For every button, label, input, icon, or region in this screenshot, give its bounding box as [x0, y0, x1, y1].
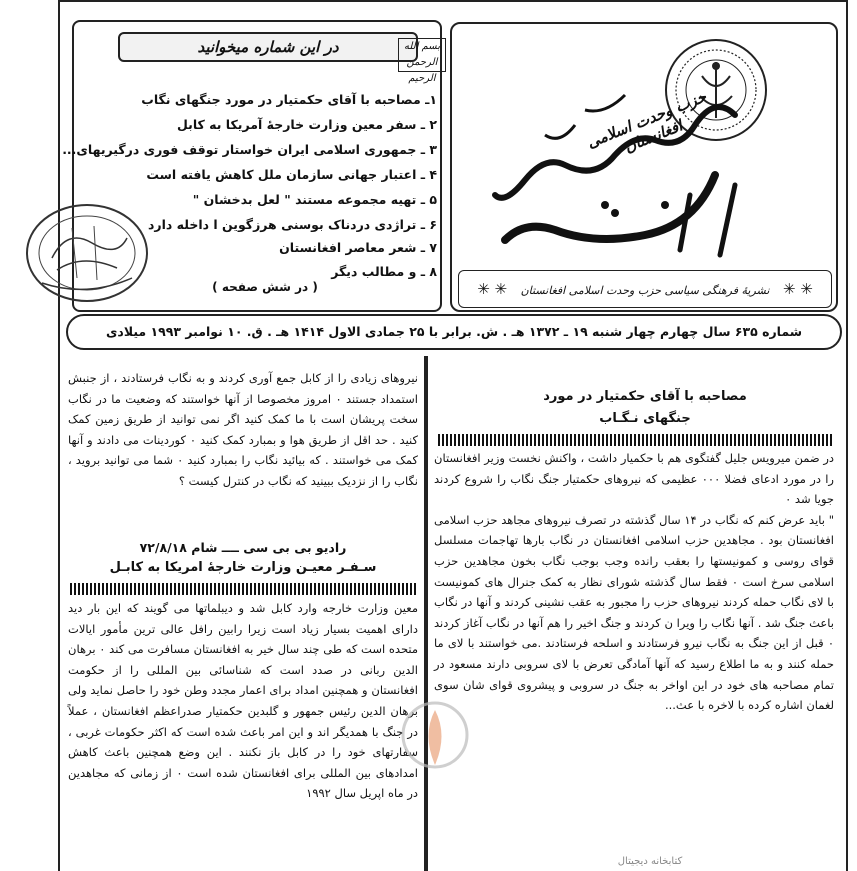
- star-icon: ✳ ✳: [477, 280, 508, 298]
- star-icon: ✳ ✳: [782, 280, 813, 298]
- article-paragraph: نیروهای زیادی را از کابل جمع آوری کردند و به نگاب فرستادند ، از جنبش استمداد جستند ۰ امروز مخصوصا از آنها خواستند که وضعیت ما در نگاب سخت پریشان است با ما کمک کنید اگر نمی توانید از طریق زمین کمک کنید . حد اقل از طریق هوا و بمبارد کمک کنید ۰ کوردینات می دادند و آنها کمک می خواستند . که بیائید نگاب را بمبارد کنید ۰ شما می توانید بروید ، نگاب را از نزدیک ببینید که نگاب در کنترل کیست ؟: [68, 371, 418, 488]
- seal-text: [0, 0, 1, 1]
- article-title-line1: مصاحبه با آقای حکمتیار در مورد: [543, 389, 747, 404]
- toc-item: ۸ ـ و مطالب دیگر: [331, 264, 437, 279]
- tagline: نشریهٔ فرهنگی سیاسی حزب وحدت اسلامی افغانستان: [520, 284, 770, 297]
- toc-item: ۴ ـ اعتبار جهانی سازمان ملل کاهش یافته است: [146, 167, 437, 182]
- right-article-body: [434, 448, 834, 716]
- masthead-subtitle: حزب وحدت اسلامی افغانستان: [584, 87, 709, 157]
- watermark-logo: [400, 690, 470, 790]
- dateline: شماره ۶۳۵ سال چهارم چهار شنبه ۱۹ ـ ۱۳۷۲ هـ . ش. برابر با ۲۵ جمادی الاول ۱۴۱۴ هـ . ق. ۱۰ نوامبر ۱۹۹۳ میلادی: [66, 314, 842, 350]
- article-title-line2: جنگهای نـگـاب: [599, 411, 691, 426]
- masthead-title-text: [520, 238, 600, 239]
- footer-watermark: کتابخانه دیجیتال: [617, 856, 683, 867]
- source-line: رادیو بی بی سی ــــ شام ۷۲/۸/۱۸: [139, 540, 347, 555]
- section-rule: [438, 434, 834, 446]
- toc-item: ۱ـ مصاحبه با آقای حکمتیار در مورد جنگهای نگاب: [141, 92, 437, 107]
- toc-item: ۳ ـ جمهوری اسلامی ایران خواستار توقف فوری درگیریهای...: [62, 142, 437, 157]
- article-paragraph: در ضمن میرویس جلیل گفتگوی هم با حکمیار داشت ، واکنش نخست وزیر افغانستان را در مورد ادعای فضلا ۰۰۰ عظیمی که نیروهای حکمتیار جنگ نگاب را شروع کردند جویا شد ۰: [434, 451, 834, 507]
- article-paragraph: معین وزارت خارجه وارد کابل شد و دیبلماتها می گویند که این بار دید دارای اهمیت بسیار زیاد است زیرا رابین رافل عالی ترین مأمور ایالات متحده است که طی چند سال خیر به افغانستان مسافرت می کند ۰ برهان الدین ربانی در صدد است که شناسائی بین المللی را از حکومت افغانستان و همچنین امداد برای اعمار مجدد وطن خود را حاصل نماید ولی برهان الدین رئیس جمهور و گلبدین حکمتیار صدراعظم افغانستان ، عملاً در جنگ با همدیگر اند و این امر باعث شده است که اکثر حکومات غربی ، سفارتهای خود را در کابل باز نکنند . این وضع همچنین باعث کاهش امدادهای بین المللی برای افغانستان شده است ۰ از زمانی که مجاهدین در ماه اپریل سال ۱۹۹۲: [68, 601, 419, 801]
- section-rule: [70, 583, 418, 595]
- article-subtitle: سـفـر معیـن وزارت خارجهٔ امریکا به کابـل: [109, 560, 377, 575]
- toc-item: ۲ ـ سفر معین وزارت خارجهٔ آمریکا به کابل: [177, 117, 437, 132]
- column-divider: [424, 356, 428, 871]
- toc-item: ۵ ـ تهیه مجموعه مستند " لعل بدخشان ": [192, 192, 437, 207]
- toc-item: ۶ ـ تراژدی دردناک بوسنی هرزگوین ا داخله دارد: [147, 217, 437, 232]
- article-title: [470, 386, 820, 430]
- article-paragraph: " باید عرض کنم که نگاب در ۱۴ سال گذشته در تصرف نیروهای مجاهد حزب اسلامی افغانستان بود . مجاهدین حزب اسلامی افغانستان در نگاب بارها تهاجمات مسلسل قوای روسی و کمونیستها را بعقب رانده وجب بوجب نگاب بخون مجاهدین حزب اسلامی سرخ است ۰ فقط سال گذشته شورای نظار به کمک جنرال های کمونیست با لای نگاب حمله کردند نیروهای حزب را مجبور به عقب نشینی کردند و آنها در نگاب باعث جنگ شد . آنها نگاب را ویرا ن کردند و جنگ اخیر را هم آنها در نگاب آغاز کردند ۰ قبل از این جنگ به نگاب نیرو فرستادند و اسلحه فرستادند .می خواستند با لای ما حمله کنند و به ما اطلاع رسید که آنها آمادگی تعرض با لای سروبی دارند مسعود در تمام مصاحبه های خود در این اواخر به جنگ در سروبی و پیشروی قوای شان سوی لغمان اشاره کرده با لاخره با عث...: [434, 512, 834, 713]
- tagline-bar: [458, 270, 832, 308]
- toc-item: ۷ ـ شعر معاصر افغانستان: [279, 240, 437, 255]
- library-seal-stamp: [22, 198, 152, 308]
- left-article-body-2: [68, 598, 418, 804]
- page-count: ( در شش صفحه ): [212, 280, 318, 294]
- left-article-body: [68, 368, 418, 492]
- contents-banner: در این شماره میخوانید: [118, 32, 418, 62]
- bismillah-box: بسم الله الرحمن الرحیم: [398, 38, 446, 72]
